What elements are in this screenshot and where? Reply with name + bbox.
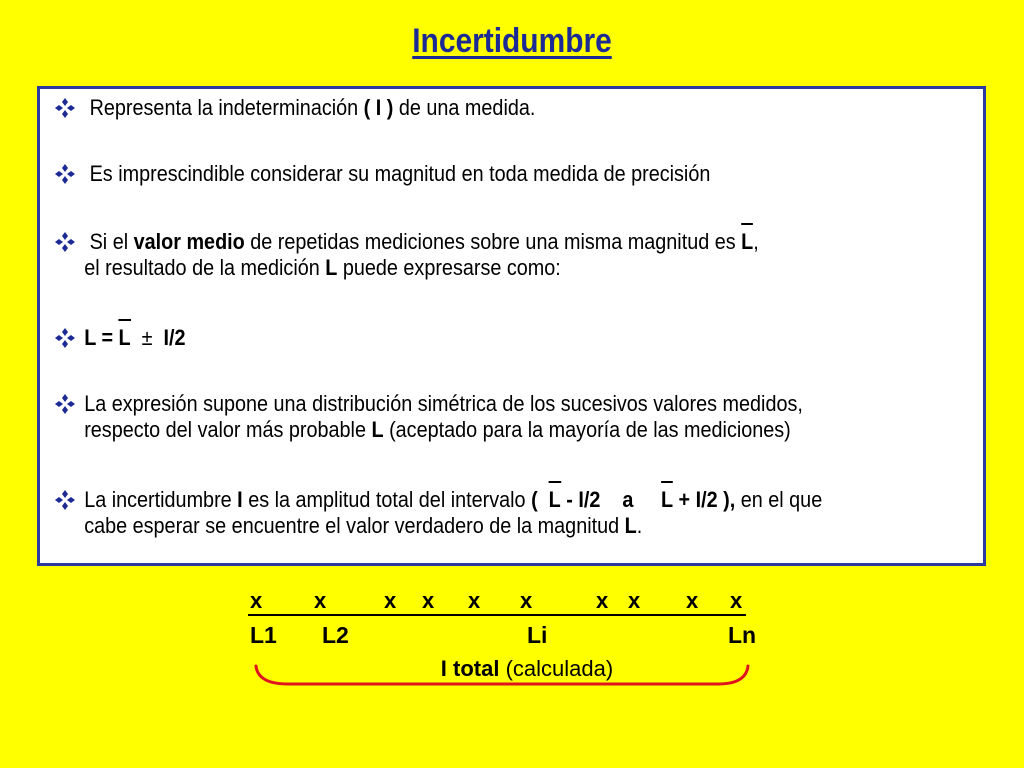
bullet-bold: valor medio: [133, 229, 245, 254]
measurement-mark: x: [686, 588, 699, 613]
bullet-text: el resultado de la medición: [84, 255, 326, 280]
measurement-mark: x: [314, 588, 327, 613]
measurement-mark: x: [422, 588, 435, 613]
mean-symbol: L: [118, 325, 131, 350]
measurement-mark: x: [250, 588, 263, 613]
bullet-text: respecto del valor más probable: [84, 417, 372, 442]
bullet-bold: ( I ): [363, 95, 394, 120]
mean-symbol: L: [660, 487, 674, 512]
measurement-mark: x: [520, 588, 533, 613]
measurement-axis: [248, 588, 746, 616]
total-label-bold: I total: [440, 656, 500, 681]
formula-rhs: I/2: [163, 325, 186, 350]
brace-icon: [248, 660, 758, 694]
bullet-text: en el que: [735, 487, 823, 512]
mean-symbol: L: [548, 487, 561, 512]
bullet-bold: - I/2: [560, 487, 601, 512]
bullet-text: .: [636, 513, 643, 538]
bullet-text: de repetidas mediciones sobre una misma magnitud es: [244, 229, 742, 254]
bullet-text: ,: [753, 229, 759, 254]
bullet-text: La expresión supone una distribución simétrica de los sucesivos valores medidos,: [84, 391, 803, 416]
plus-minus-symbol: ±: [141, 325, 153, 350]
measurement-mark: x: [730, 588, 743, 613]
bullet-bold: I: [237, 487, 243, 512]
bullet-text: (aceptado para la mayoría de las mediciones): [383, 417, 791, 442]
bullet-text: de una medida.: [393, 95, 536, 120]
bullet-bold: L: [624, 513, 637, 538]
bullet-text: Es imprescindible considerar su magnitud en toda medida de precisión: [89, 161, 711, 186]
bullet-bold: L: [325, 255, 338, 280]
measurement-mark: x: [628, 588, 641, 613]
label-li: Li: [527, 622, 548, 648]
measurement-mark: x: [384, 588, 397, 613]
page-title: Incertidumbre: [412, 22, 612, 60]
total-label-text: (calculada): [499, 656, 614, 681]
bullet-text: cabe esperar se encuentre el valor verdadero de la magnitud: [84, 513, 625, 538]
label-l1: L1: [250, 622, 277, 648]
bullet-bold: L: [371, 417, 384, 442]
bullet-text: La incertidumbre: [84, 487, 238, 512]
measurement-mark: x: [596, 588, 609, 613]
bullet-bold: (: [531, 487, 544, 512]
mean-symbol: L: [741, 229, 754, 254]
formula-lhs: L =: [84, 325, 119, 350]
measurement-mark: x: [468, 588, 481, 613]
label-l2: L2: [322, 622, 349, 648]
bullet-bold: a: [622, 487, 634, 512]
bullet-text: es la amplitud total del intervalo: [242, 487, 532, 512]
bullet-text: puede expresarse como:: [337, 255, 561, 280]
bullet-text: Representa la indeterminación: [89, 95, 364, 120]
bullet-text: Si el: [89, 229, 134, 254]
label-ln: Ln: [728, 622, 757, 648]
bullet-bold: + I/2 ),: [673, 487, 736, 512]
